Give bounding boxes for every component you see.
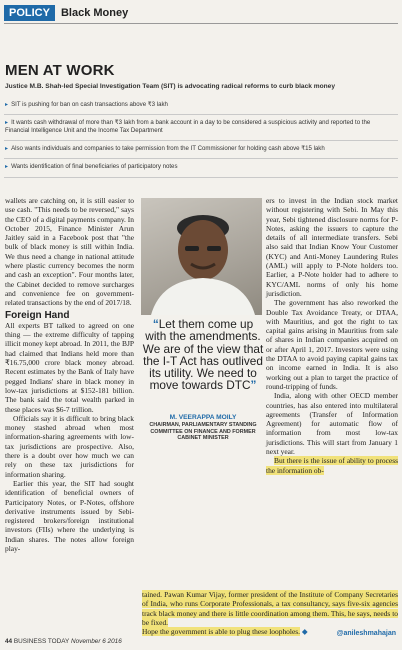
highlighted-text: But there is the issue of ability to process the information ob- [266, 456, 398, 475]
highlighted-text: tained. Pawan Kumar Vijay, former president of the Institute of Company Secretaries of India, who runs Corporate Professionals, a tax consultancy, says five-six agencies track black money and there is little coordination among them. This, he says, needs to be fixed. [142, 590, 398, 627]
page-number: 44 [5, 638, 13, 645]
body-paragraph: ers to invest in the Indian stock market without registering with Sebi. In May this year, Sebi tightened disclosure norms for P-Notes, asking the issuers to capture the details of all intermediate transfers. Sebi also said that Indian Know Your Customer (KYC) and Anti-Money Laundering Rules (AML) will apply to P-Note holders too. Earlier, a P-Note holder had to adhere to KYC/AML norms of only his home jurisdiction. [266, 196, 398, 298]
bullet-divider [4, 140, 398, 141]
bullet-arrow-icon: ▸ [5, 163, 9, 170]
bullet-item: ▸ Also wants individuals and companies to take permission from the IT Commissioner for holding cash above ₹15 lakh [5, 145, 325, 152]
bullet-arrow-icon: ▸ [5, 101, 9, 108]
section-header [4, 4, 128, 22]
section-tag: POLICY [4, 5, 55, 21]
headline: MEN AT WORK [5, 62, 115, 79]
magazine-name: BUSINESS TODAY [13, 638, 70, 645]
section-title: Black Money [60, 7, 129, 19]
column-right [266, 196, 398, 475]
pull-quote: “Let them come up with the amendments. We are of the view that the I-T Act has outlived its utility. We need to move towards DTC” [142, 317, 264, 393]
column-left [5, 196, 134, 553]
quote-mark-icon: ” [250, 378, 257, 393]
body-paragraph: The government has also reworked the Double Tax Avoidance Treaty, or DTAA, with Mauritius, and got the right to tax capital gains arising in Mauritius from sale of shares in Indian companies acquired on or after April 1, 2017. Investors were using the DTAA to avoid paying capital gains tax on income earned in India. It is also working out a plan to target the practice of round-tripping of funds. [266, 298, 398, 391]
body-paragraph: Officials say it is difficult to bring black money stashed abroad when most information-sharing agreements with low-tax jurisdictions are prospective. Also, there is a doubt over how much we can rely on these tax jurisdictions for information sharing. [5, 413, 134, 479]
bullet-divider [4, 114, 398, 115]
bullet-arrow-icon: ▸ [5, 119, 9, 126]
bullet-item: ▸ SIT is pushing for ban on cash transactions above ₹3 lakh [5, 101, 168, 108]
issue-date: November 6 2016 [70, 638, 122, 645]
bullet-item: ▸ Wants identification of final beneficiaries of participatory notes [5, 163, 178, 170]
page-footer [5, 638, 122, 645]
portrait-image [141, 198, 262, 315]
quote-attribution [142, 415, 264, 442]
body-paragraph: Earlier this year, the SIT had sought identification of beneficial owners of Participatory Notes, or P-Notes, offshore derivative instruments issued by Sebi-registered brokers/foreign institutional investors (FIIs) where the underlying is Indian shares. The notes allow foreign play- [5, 478, 134, 553]
body-paragraph: All experts BT talked to agreed on one thing — the extreme difficulty of tapping illicit money kept abroad. In 2011, the BJP had claimed that Indians held more than ₹16.75,000 crore black money abroad. Recent estimates by the Bank of Italy have pegged Indians' share in black money in low-tax jurisdictions at $152-181 billion. The bank said the total wealth parked in these places was $6-7 trillion. [5, 320, 134, 414]
portrait-photo [141, 198, 262, 315]
bullet-arrow-icon: ▸ [5, 145, 9, 152]
lead-text: Justice M.B. Shah-led Special Investigation Team (SIT) is advocating radical reforms to curb black money [5, 83, 336, 90]
body-paragraph: India, along with other OECD member countries, has also entered into multilateral agreements (Transfer of Information Agreement) for automatic flow of information from most low-tax jurisdictions. This will start from January 1 next year. [266, 391, 398, 457]
subheading: Foreign Hand [5, 309, 70, 321]
bullet-divider [4, 158, 398, 159]
author-handle: @anileshmahajan [336, 630, 396, 637]
quote-mark-icon: “ [152, 317, 159, 331]
quote-speaker-name: M. VEERAPPA MOILY [169, 414, 237, 421]
quote-speaker-title: CHAIRMAN, PARLIAMENTARY STANDING COMMITTEE ON FINANCE AND FORMER CABINET MINISTER [149, 421, 257, 442]
body-paragraph: wallets are catching on, it is still easier to use cash. "This needs to be reversed," says the CEO of a digital payments company. In October 2015, Finance Minister Arun Jaitley said in a Facebook post that "the bulk of black money is still within India. We thus need a change in national attitude where plastic currency becomes the norm and cash an exception". Four months later, the Cabinet decided to remove surcharges and convenience fee on government-related transactions by the end of 2017/18. [5, 196, 134, 308]
closing-line: Hope the government is able to plug these loopholes. [142, 627, 301, 637]
bullet-divider [4, 177, 398, 178]
end-mark-icon: ◆ [301, 627, 308, 637]
header-rule [4, 23, 398, 24]
bullet-item: ▸ It wants cash withdrawal of more than ₹3 lakh from a bank account in a day to be considered a suspicious activity and reported to the Financial Intelligence Unit and the Income Tax Department [5, 119, 371, 134]
